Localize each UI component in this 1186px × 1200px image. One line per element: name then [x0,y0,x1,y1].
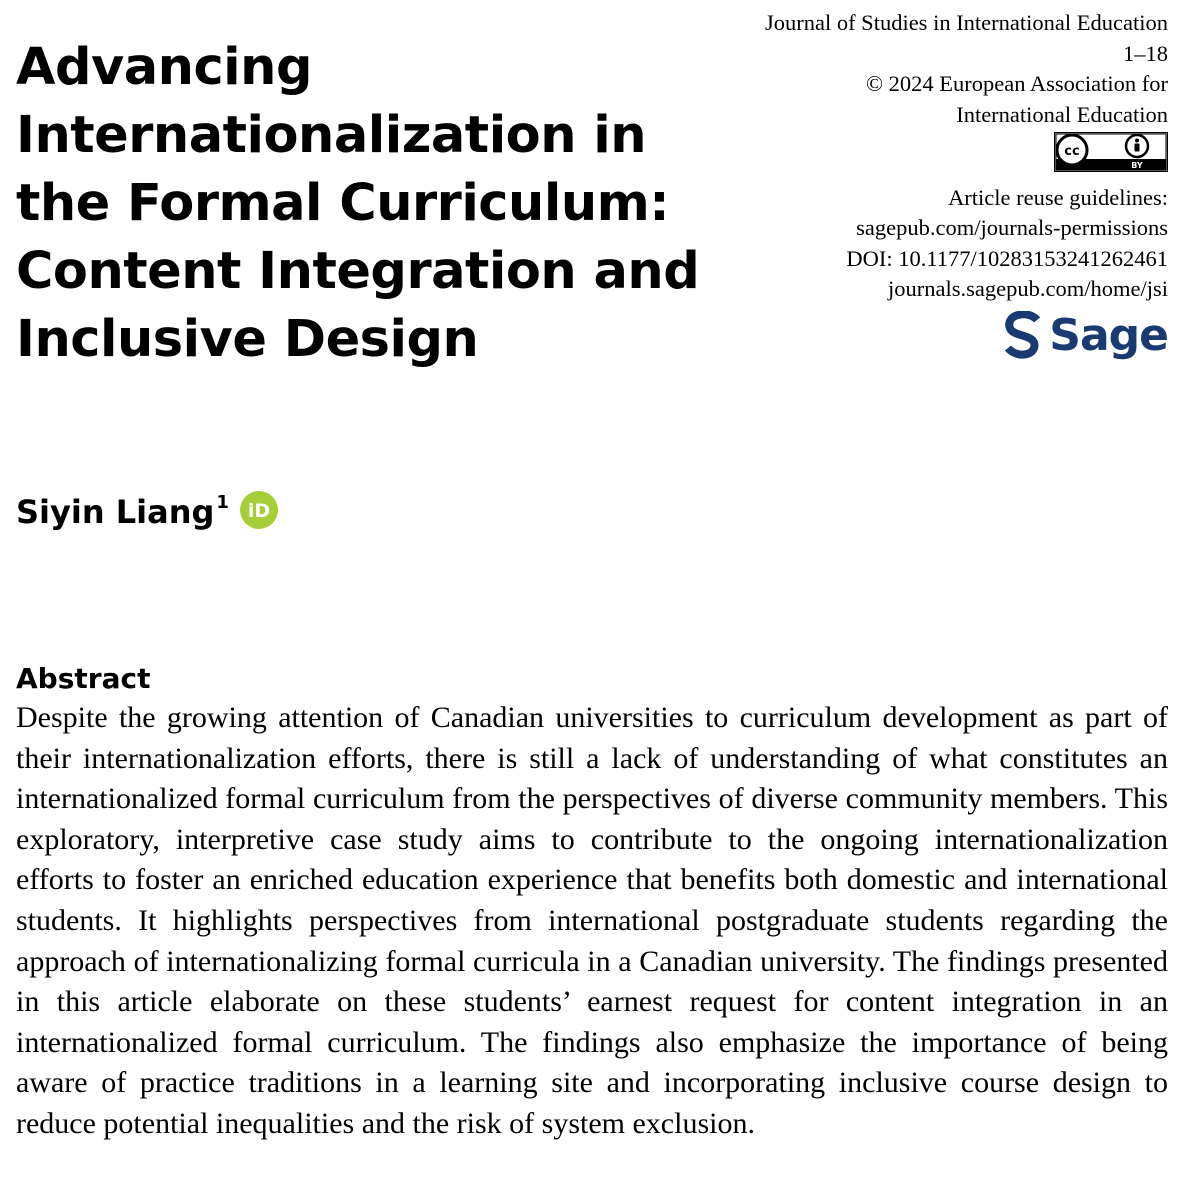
reuse-label: Article reuse guidelines: [948,184,1168,210]
doi[interactable]: DOI: 10.1177/10283153241262461 [846,245,1168,271]
title-line: Advancing [16,38,312,97]
orcid-icon[interactable] [239,490,279,543]
title-line: the Formal Curriculum: [16,174,670,233]
svg-text:iD: iD [247,500,271,522]
page-range: 1–18 [1123,40,1168,66]
copyright-line: © 2024 European Association for [865,71,1168,96]
author-name: Siyin Liang [16,493,215,531]
svg-text:BY: BY [1131,161,1143,170]
journal-name: Journal of Studies in International Education [764,10,1168,35]
copyright-line: International Education [956,101,1168,127]
affiliation-mark: 1 [216,492,229,513]
sage-s-icon [1003,311,1043,361]
abstract-heading: Abstract [16,662,151,695]
abstract-text: Despite the growing attention of Canadian universities to curriculum development as part of their internationalization efforts, there is still a lack of understanding of what constitutes an internationalized formal curriculum from the perspectives of diverse community members. This exploratory, interpretive case study aims to contribute to the ongoing internationalization efforts to foster an enriched education experience that benefits both domestic and international students. It highlights perspectives from international postgraduate students regarding the approach of internationalizing formal curricula in a Canadian university. The findings presented in this article elaborate on these students’ earnest request for content integration in an internationalized formal curriculum. The findings also emphasize the importance of being aware of practice traditions in a learning site and incorporating inclusive course design to reduce potential inequalities and the risk of system exclusion. [16,701,1168,1140]
cc-by-license-badge[interactable] [1054,132,1168,181]
title-line: Content Integration and [16,242,700,301]
reuse-link[interactable]: sagepub.com/journals-permissions [856,215,1168,240]
journal-metadata [708,8,1168,369]
cc-icon [1057,135,1087,165]
author-block [16,488,279,543]
title-line: Inclusive Design [16,310,479,369]
attribution-icon [1126,135,1148,157]
svg-text:cc: cc [1064,144,1080,159]
journal-home-link[interactable]: journals.sagepub.com/home/jsi [888,276,1168,301]
article-title [16,34,736,374]
title-line: Internationalization in [16,106,647,165]
publisher-name: Sage [1049,309,1168,361]
sage-logo[interactable] [1003,311,1168,361]
